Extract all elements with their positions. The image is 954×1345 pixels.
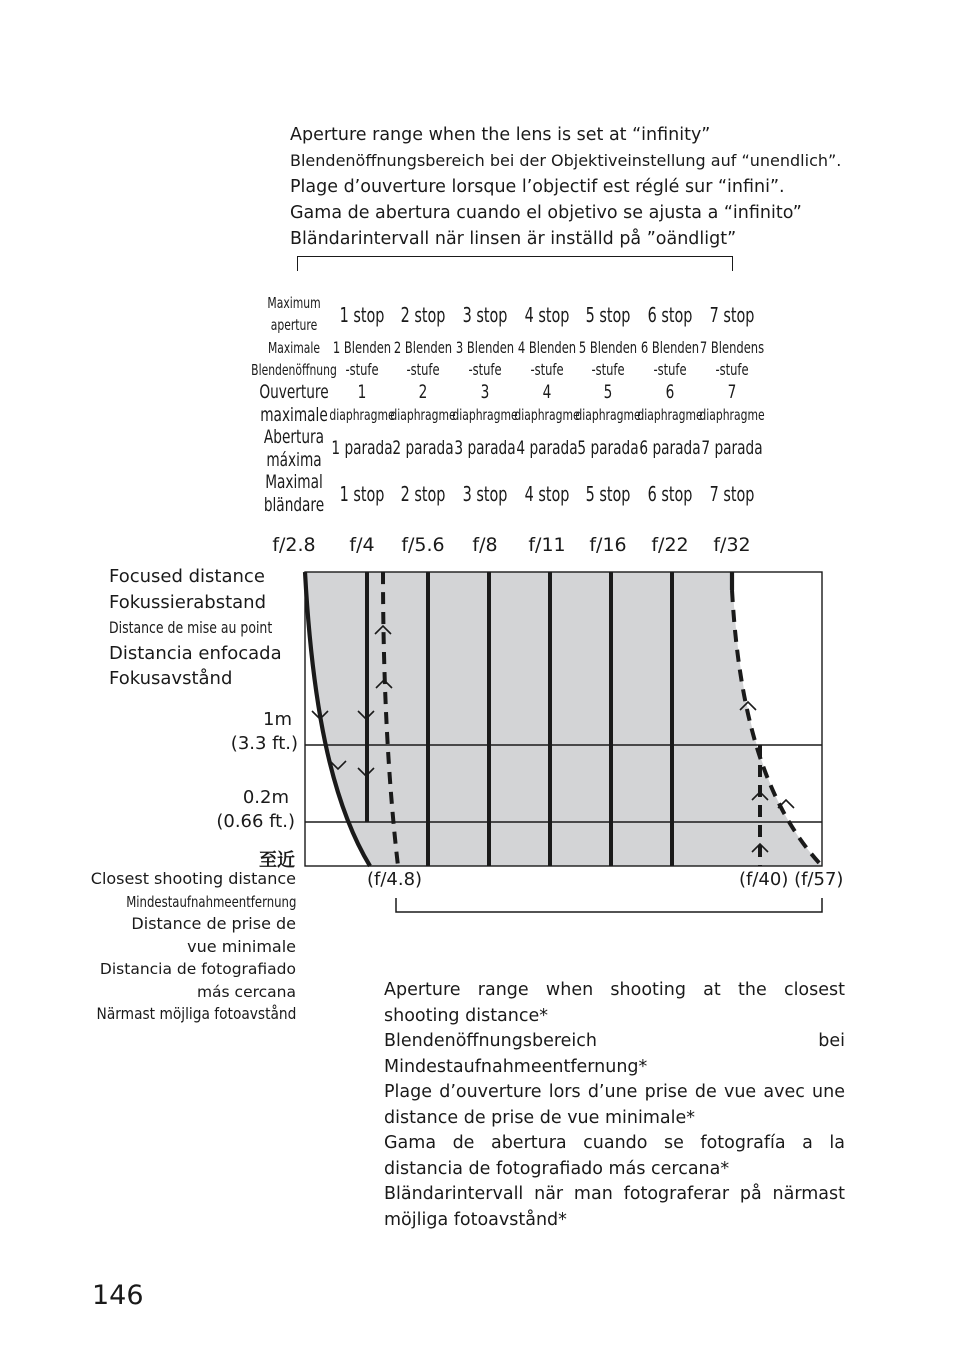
stop-de: 5 Blenden -stufe — [578, 338, 638, 379]
stop-sv: 6 stop — [647, 482, 693, 506]
stop-fr: 2 diaphragme — [390, 381, 456, 424]
page-number: 146 — [92, 1280, 144, 1311]
bottom-caption-en: Aperture range when shooting at the closest shooting distance* — [384, 980, 845, 1026]
row-header-fr: Ouverture maximale — [259, 381, 329, 426]
f-number-label: f/11 — [528, 534, 566, 556]
stop-de: 6 Blenden -stufe — [640, 338, 700, 379]
stop-en: 7 stop — [709, 303, 755, 327]
bottom-caption-fr: Plage d’ouverture lors d’une prise de vue avec une distance de prise de vue minimale* — [384, 1082, 845, 1128]
closest-f-max-label: (f/40) (f/57) — [739, 869, 844, 890]
stop-fr: 6 diaphragme — [637, 381, 703, 424]
stop-fr: 1 diaphragme — [329, 381, 395, 424]
distance-0-2m-label: 0.2m (0.66 ft.) — [216, 787, 295, 832]
bottom-caption — [384, 978, 845, 1233]
f-number-label: f/16 — [589, 534, 627, 556]
stop-fr: 3 diaphragme — [452, 381, 518, 424]
row-header-en: Maximum aperture — [267, 294, 321, 334]
stop-sv: 2 stop — [400, 482, 446, 506]
closest-cjk-label: 至近 — [259, 850, 295, 871]
stop-sv: 7 stop — [709, 482, 755, 506]
closest-distance-label: Closest shooting distance Mindestaufnahmeentfernung Distance de prise de vue minimale Distancia de fotografiado más cercana Närmast möjliga fotoavstånd — [90, 869, 296, 1023]
stop-fr: 4 diaphragme — [514, 381, 580, 424]
top-caption-en: Aperture range when the lens is set at “infinity” — [290, 125, 711, 145]
bottom-caption-es: Gama de abertura cuando se fotografía a la distancia de fotografiado más cercana* — [384, 1133, 845, 1179]
f-number-label: f/32 — [713, 534, 751, 556]
f-number-label: f/8 — [472, 534, 498, 556]
row-header-es: Abertura máxima — [263, 426, 325, 471]
stop-de: 7 Blendens -stufe — [699, 338, 765, 379]
focused-distance-label: Focused distance Fokussierabstand Distance de mise au point Distancia enfocada Fokusavstånd — [109, 566, 282, 689]
stop-de: 3 Blenden -stufe — [455, 338, 515, 379]
stop-es: 6 parada — [639, 437, 701, 459]
row-header-de: Maximale Blendenöffnung — [251, 339, 337, 379]
stop-en: 1 stop — [339, 303, 385, 327]
closest-f-min-label: (f/4.8) — [367, 869, 423, 890]
stop-sv: 5 stop — [585, 482, 631, 506]
stop-en: 6 stop — [647, 303, 693, 327]
bottom-caption-sv: Bländarintervall när man fotograferar på närmast möjliga fotoavstånd* — [384, 1184, 845, 1230]
stop-sv: 3 stop — [462, 482, 508, 506]
distance-1m-label: 1m (3.3 ft.) — [230, 709, 298, 754]
stop-en: 2 stop — [400, 303, 446, 327]
stop-en: 3 stop — [462, 303, 508, 327]
stop-fr: 7 diaphragme — [699, 381, 765, 424]
stop-en: 5 stop — [585, 303, 631, 327]
f-number-label: f/5.6 — [401, 534, 445, 556]
stop-de: 1 Blenden -stufe — [332, 338, 392, 379]
top-caption-es: Gama de abertura cuando el objetivo se ajusta a “infinito” — [290, 203, 802, 223]
stop-fr: 5 diaphragme — [575, 381, 641, 424]
stop-es: 1 parada — [331, 437, 393, 459]
stop-es: 5 parada — [577, 437, 639, 459]
f-number-label: f/2.8 — [272, 534, 316, 556]
f-number-label: f/22 — [651, 534, 689, 556]
stop-es: 3 parada — [454, 437, 516, 459]
stop-es: 2 parada — [392, 437, 454, 459]
closest-range-bracket — [396, 898, 822, 912]
stop-de: 4 Blenden -stufe — [517, 338, 577, 379]
stop-en: 4 stop — [524, 303, 570, 327]
stop-de: 2 Blenden -stufe — [393, 338, 453, 379]
f-number-label: f/4 — [349, 534, 375, 556]
stop-es: 7 parada — [701, 437, 763, 459]
top-caption-sv: Bländarintervall när linsen är inställd på ”oändligt” — [290, 229, 737, 249]
stop-es: 4 parada — [516, 437, 578, 459]
bottom-caption-de: Blendenöffnungsbereich bei Mindestaufnahmeentfernung* — [384, 1031, 845, 1077]
row-header-sv: Maximal bländare — [263, 471, 325, 516]
top-caption-fr: Plage d’ouverture lorsque l’objectif est réglé sur “infini”. — [290, 177, 785, 197]
top-caption-de: Blendenöffnungsbereich bei der Objektiveinstellung auf “unendlich”. — [290, 151, 842, 170]
stop-sv: 1 stop — [339, 482, 385, 506]
stop-sv: 4 stop — [524, 482, 570, 506]
